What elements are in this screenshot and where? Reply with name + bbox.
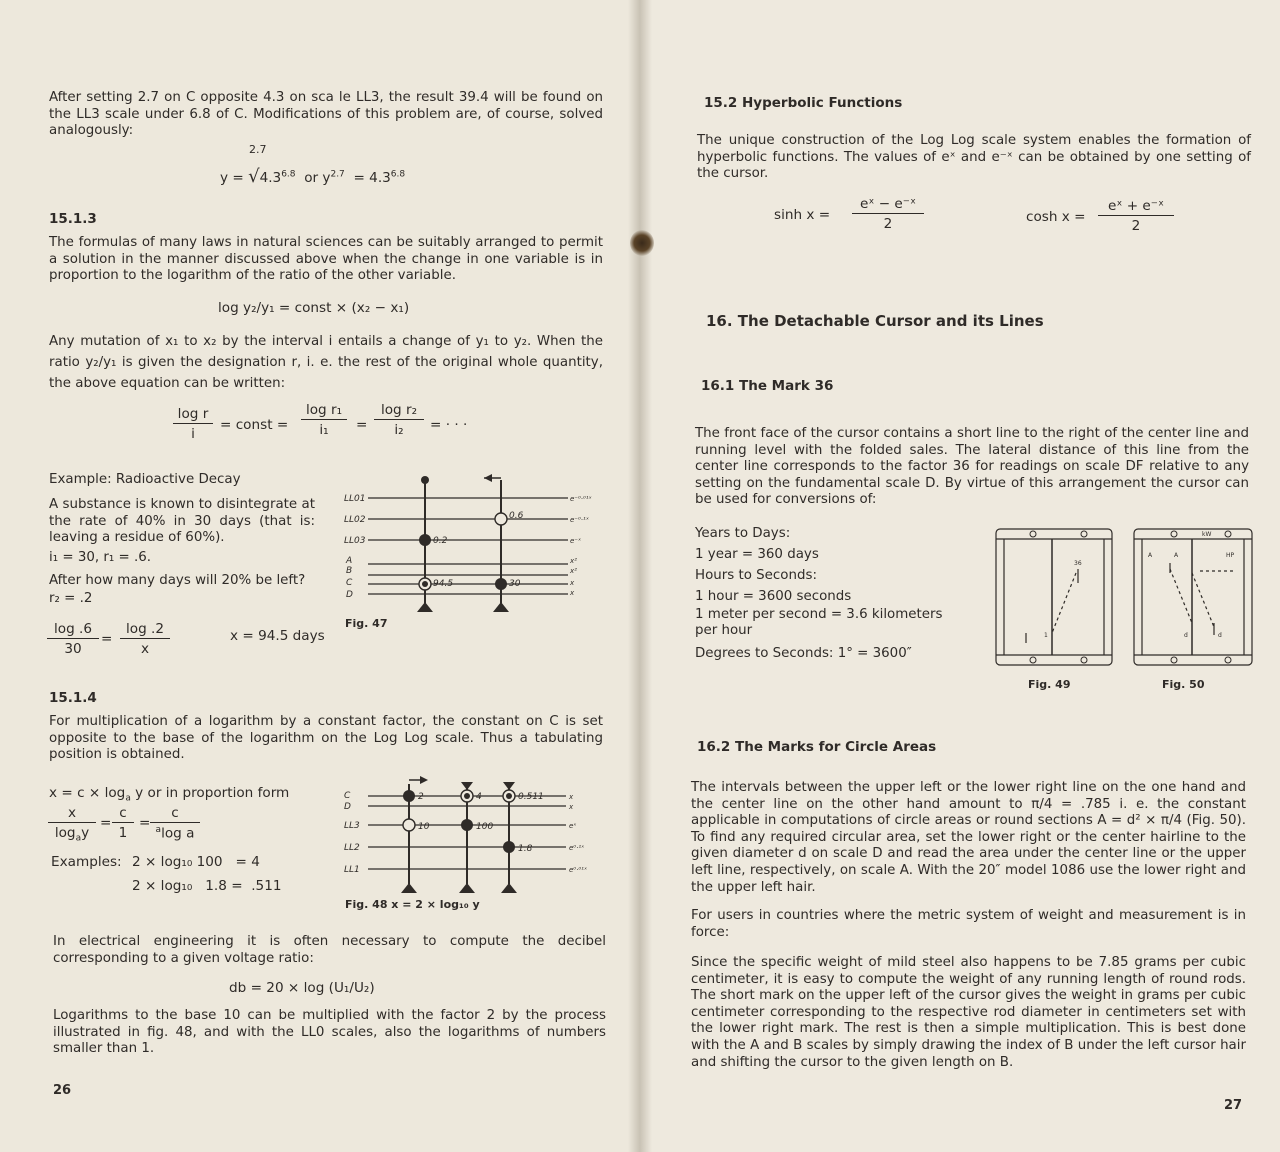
heading-15-1-3: 15.1.3 — [49, 211, 97, 227]
formula-log-a-sub: a — [125, 793, 131, 804]
fig48-right-2: x — [569, 803, 574, 811]
fraction-log-r — [173, 406, 213, 442]
conversion-item: 1 meter per second = 3.6 kilometers per hour — [695, 607, 943, 638]
formula-root — [220, 166, 405, 187]
formula-root-exp2: 2.7 — [330, 169, 345, 180]
heading-16: 16. The Detachable Cursor and its Lines — [706, 312, 1044, 330]
equals-sign: = — [101, 631, 113, 647]
fig50-label-kw: kW — [1202, 531, 1212, 538]
right-page — [640, 0, 1280, 1152]
fig47-label-d: D — [346, 590, 353, 600]
fig48-label-ll3: LL3 — [344, 821, 360, 831]
fraction-c-over-alog — [150, 805, 200, 842]
fig50-label-hp: HP — [1226, 552, 1235, 559]
formula-root-or: or y — [304, 170, 331, 186]
example-question: After how many days will 20% be left? — [49, 573, 306, 588]
fig47-right-6: x — [570, 579, 575, 587]
formula-log-a-lhs: x = c × log — [49, 785, 126, 801]
fig48-mark-0511: 0.511 — [518, 792, 544, 802]
example-title: Example: Radioactive Decay — [49, 472, 241, 487]
sinh-lhs: sinh x = — [774, 207, 831, 223]
fig47-right-5: x² — [570, 567, 577, 575]
figure-49-diagram — [990, 523, 1120, 673]
equals-ellipsis: = · · · — [430, 417, 468, 433]
fraction-numerator: c — [112, 805, 134, 823]
fig50-label-d1: d — [1184, 632, 1188, 639]
fig50-label-d2: d — [1218, 632, 1222, 639]
equals-sign: = — [139, 815, 151, 831]
formula-root-exp: 6.8 — [281, 169, 296, 180]
equals-sign: = — [100, 815, 112, 831]
fig48-label-d: D — [344, 802, 351, 812]
example-r2: r₂ = .2 — [49, 591, 93, 606]
formula-root-lhs: y = — [220, 170, 244, 186]
fig48-right-3: eˣ — [569, 822, 577, 830]
fraction-log-02 — [120, 621, 170, 657]
fig47-label-ll03: LL03 — [344, 536, 366, 546]
fraction-denominator: 30 — [64, 641, 82, 657]
fraction-log-r2 — [374, 402, 424, 438]
heading-16-2: 16.2 The Marks for Circle Areas — [697, 739, 937, 755]
root-index: 2.7 — [249, 143, 267, 156]
fig48-mark-2: 2 — [418, 792, 424, 802]
paragraph-15-2: The unique construction of the Log Log scale system enables the formation of hyperbolic functions. The values of eˣ and e⁻ˣ can be obtained by one setting of the cursor. — [697, 133, 1251, 182]
fig50-label-a1: A — [1148, 552, 1153, 559]
fraction-den-sup: a — [155, 825, 162, 835]
fraction-den-tail: log a — [161, 825, 195, 842]
paragraph-15-1-4: For multiplication of a logarithm by a constant factor, the constant on C is set opposite to the base of the logarithm on the Log Log scale. Thus a tabulating position is obtained. — [49, 714, 603, 763]
fig47-mark-02: 0.2 — [433, 536, 448, 546]
fraction-numerator: log .6 — [47, 621, 99, 639]
fraction-numerator: x — [48, 805, 96, 823]
page-number-left: 26 — [53, 1083, 72, 1098]
paragraph-16-2: The intervals between the upper left or the lower right line on the one hand and the center line on the other hand amount to π/4 = .785 i. e. the constant applicable in computations of circle areas or round sections A = d² × π/4 (Fig. 50). To find any required circular area, set the lower right or the center hairline to the given diameter d on scale D and read the area under the center line or the upper left line, respectively, on scale A. With the 20″ model 1086 use the lower right and the upper left hair. — [691, 780, 1246, 895]
figure-47-caption: Fig. 47 — [345, 617, 388, 630]
fraction-den-sub: a — [75, 833, 82, 844]
fig47-right-7: x — [570, 589, 575, 597]
fig48-mark-100: 100 — [476, 822, 494, 832]
conversion-item: Years to Days: — [695, 526, 791, 541]
fraction-log-06 — [47, 621, 99, 657]
example-result: x = 94.5 days — [230, 628, 325, 644]
fraction-numerator: eˣ − e⁻ˣ — [852, 196, 924, 214]
paragraph-15-1-3: The formulas of many laws in natural sciences can be suitably arranged to permit a solution in the manner discussed above when the change in one variable is in proportion to the logarithm of the ratio of the other variable. — [49, 235, 603, 284]
paragraph-logarithms: Logarithms to the base 10 can be multiplied with the factor 2 by the process illustrated in fig. 48, and with the LL0 scales, also the logarithms of numbers smaller than 1. — [53, 1008, 606, 1057]
figure-49-caption: Fig. 49 — [1028, 678, 1071, 691]
fraction-sinh — [852, 196, 924, 232]
figure-47-diagram — [340, 472, 610, 612]
figure-50-caption: Fig. 50 — [1162, 678, 1205, 691]
formula-root-base: 4.3 — [259, 170, 282, 186]
fraction-den-tail: y — [81, 825, 90, 841]
conversion-item: 1 year = 360 days — [695, 547, 819, 562]
fig48-right-5: e⁰·⁰¹ˣ — [569, 866, 588, 874]
conversion-item: Hours to Seconds: — [695, 568, 817, 583]
fig47-right-1: e⁻⁰·⁰¹ˣ — [570, 495, 592, 503]
fraction-cosh — [1098, 198, 1174, 234]
paper-stain — [630, 230, 654, 256]
fraction-denominator: 2 — [883, 216, 893, 232]
fraction-denominator — [150, 823, 200, 842]
fraction-denominator — [48, 823, 96, 844]
paragraph-mutation: Any mutation of x₁ to x₂ by the interval i entails a change of y₁ to y₂. When the ratio y₂/y₁ is given the designation r, i. e. the rest of the original whole quantity, the above equation can be written: — [49, 334, 603, 391]
formula-log-a — [49, 785, 289, 804]
conversion-list — [695, 523, 965, 664]
figure-50-diagram — [1130, 523, 1260, 673]
figure-48-diagram — [340, 772, 610, 894]
fraction-numerator: log r₁ — [301, 402, 347, 420]
fraction-c-over-1 — [112, 805, 134, 841]
fraction-denominator: 1 — [118, 825, 128, 841]
heading-15-1-4: 15.1.4 — [49, 690, 97, 706]
fig47-label-c: C — [346, 578, 353, 588]
fraction-numerator: log r — [173, 406, 213, 424]
conversion-item: 1 hour = 3600 seconds — [695, 589, 852, 604]
example-values: i₁ = 30, r₁ = .6. — [49, 550, 152, 565]
conversion-item: Degrees to Seconds: 1° = 3600″ — [695, 646, 912, 661]
paragraph-metric: For users in countries where the metric system of weight and measurement is in force: — [691, 908, 1246, 940]
fig47-label-ll01: LL01 — [344, 494, 366, 504]
fig48-label-ll2: LL2 — [344, 843, 360, 853]
fig47-label-a: A — [346, 556, 353, 566]
fig47-mark-30: 30 — [509, 579, 521, 589]
fig47-right-3: e⁻ˣ — [570, 537, 582, 545]
fraction-numerator: log .2 — [120, 621, 170, 639]
heading-15-2: 15.2 Hyperbolic Functions — [704, 95, 903, 111]
paragraph-electrical: In electrical engineering it is often necessary to compute the decibel corresponding to a given voltage ratio: — [53, 934, 606, 966]
paragraph-steel: Since the specific weight of mild steel also happens to be 7.85 grams per cubic centimeter, it is easy to compute the weight of any running length of round rods. The short mark on the upper left of the cursor gives the weight in grams per cubic centimeter corresponding to the respective rod diameter in centimeters set with the lower right mark. The rest is then a simple multiplication. This is best done with the A and B scales by simply drawing the index of B under the left cursor hair and shifting the cursor to the given length on B. — [691, 955, 1246, 1070]
equals-sign: = — [356, 417, 368, 433]
fig47-label-b: B — [346, 566, 353, 576]
example-text: A substance is known to disintegrate at the rate of 40% in 30 days (that is: leaving a residue of 60%). — [49, 497, 315, 546]
fraction-x-over-log — [48, 805, 96, 844]
paragraph-16-1: The front face of the cursor contains a short line to the right of the center line and running level with the folded sales. The lateral distance of this line from the center line corresponds to the factor 36 for readings on scale DF relative to any setting on the fundamental scale D. By virtue of this arrangement the cursor can be used for conversions of: — [695, 426, 1249, 508]
example-2: 2 × log₁₀ 1.8 = .511 — [132, 878, 282, 894]
page-number-right: 27 — [1224, 1098, 1243, 1113]
fraction-denominator: i₁ — [319, 422, 329, 438]
formula-decibel: db = 20 × log (U₁/U₂) — [229, 980, 375, 996]
fig50-label-a2: A — [1174, 552, 1179, 559]
fraction-numerator: eˣ + e⁻ˣ — [1098, 198, 1174, 216]
fig48-mark-18: 1.8 — [518, 844, 533, 854]
heading-16-1: 16.1 The Mark 36 — [701, 378, 834, 394]
examples-label: Examples: — [51, 854, 122, 870]
formula-log-ratio: log y₂/y₁ = const × (x₂ − x₁) — [218, 300, 410, 316]
sqrt-icon: √ — [248, 166, 260, 187]
fig48-label-c: C — [344, 791, 351, 801]
fig48-label-ll1: LL1 — [344, 865, 360, 875]
fig47-label-ll02: LL02 — [344, 515, 366, 525]
fraction-denominator: i — [191, 426, 195, 442]
fig48-right-4: e⁰·¹ˣ — [569, 844, 585, 852]
cosh-lhs: cosh x = — [1026, 209, 1086, 225]
fig48-mark-4: 4 — [476, 792, 482, 802]
fraction-numerator: c — [150, 805, 200, 823]
formula-log-a-rhs: y or in proportion form — [135, 785, 290, 801]
figure-48-caption: Fig. 48 x = 2 × log₁₀ y — [345, 898, 480, 911]
fig47-right-2: e⁻⁰·¹ˣ — [570, 516, 589, 524]
equals-const: = const = — [220, 417, 289, 433]
book-gutter — [628, 0, 652, 1152]
fig47-mark-06: 0.6 — [509, 511, 524, 521]
fraction-log-r1 — [301, 402, 347, 438]
fig49-label-1: 1 — [1044, 632, 1048, 639]
fig48-right-1: x — [569, 793, 574, 801]
fraction-denominator: i₂ — [394, 422, 404, 438]
fraction-denominator: x — [140, 641, 150, 657]
intro-paragraph: After setting 2.7 on C opposite 4.3 on sca le LL3, the result 39.4 will be found on the LL3 scale under 6.8 of C. Modifications of this problem are, of course, solved analogously: — [49, 90, 603, 139]
formula-root-exp3: 6.8 — [390, 169, 406, 180]
fraction-denominator: 2 — [1131, 218, 1141, 234]
fig47-right-4: x² — [570, 557, 577, 565]
fig49-label-36: 36 — [1074, 560, 1082, 567]
fig48-mark-10: 10 — [418, 822, 430, 832]
fraction-den-log: log — [54, 825, 76, 841]
fraction-numerator: log r₂ — [374, 402, 424, 420]
fig47-mark-945: 94.5 — [433, 579, 454, 589]
formula-root-rhs: = 4.3 — [353, 170, 391, 186]
example-1: 2 × log₁₀ 100 = 4 — [132, 854, 260, 870]
